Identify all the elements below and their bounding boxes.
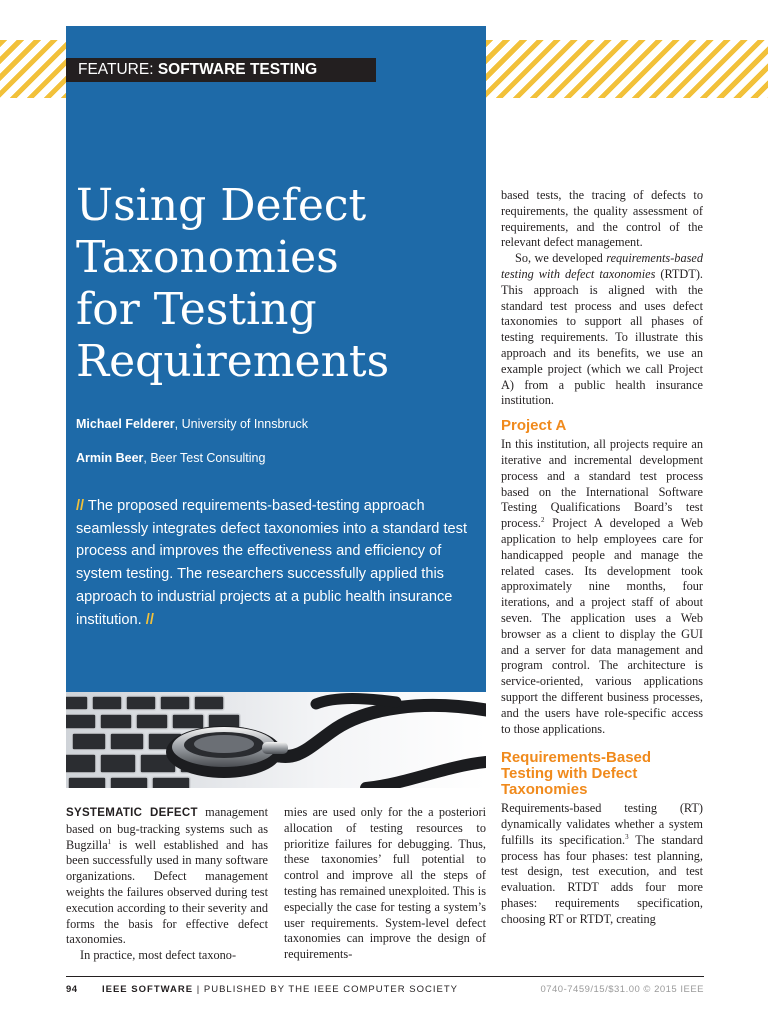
abstract-text: The proposed requirements-based-testing approach seamlessly integrates defect taxonomies into a standard test process and improves the effectiveness and efficiency of system testing. The researchers successfully applied this approach to industrial projects at a public health insurance institution. (76, 498, 467, 628)
title-line: Requirements (76, 336, 390, 387)
publication-name: IEEE SOFTWARE (102, 984, 194, 995)
paragraph: SYSTEMATIC DEFECT management based on bug-tracking systems such as Bugzilla$^1$ is well established and has been successfully used in many software organizations. Defect management weights the failures observed during test execution according to their severity and forms the basis for effective defect taxonomies. (66, 805, 268, 947)
abstract (76, 495, 476, 631)
article-title (76, 180, 476, 388)
title-line: Taxonomies (76, 232, 339, 283)
publisher: PUBLISHED BY THE IEEE COMPUTER SOCIETY (203, 984, 458, 995)
page-footer (66, 984, 704, 998)
paragraph: mies are used only for the a posteriori allocation of testing resources to prioritize failures for debugging. Thus, these taxonomies’ full potential to control and improve all the steps of testing has remained unexploited. This is especially the case for testing a system’s user requirements. System-level defect taxonomies can improve the design of requirements- (284, 805, 486, 962)
author-line (76, 451, 265, 465)
body-column-3 (501, 188, 703, 928)
author-name: Michael Felderer (76, 417, 175, 431)
body-column-2 (284, 805, 486, 963)
paragraph: In this institution, all projects require an iterative and incremental development process and a standard test process based on the International Software Testing Qualifications Board’s test process.$^2$ Project A developed a Web application to help employees care for handicapped people and manage the related cases. Its development took approximately nine months, four iterations, and a project staff of about seven. The application uses a Web browser as a client to display the GUI and a server for data management and program control. The architecture is service-oriented, various applications support the different business processes, and the users have role-specific access to those applications. (501, 437, 703, 736)
abstract-open-mark: // (76, 498, 85, 514)
decorative-stripes-right (486, 40, 768, 98)
feature-kicker: FEATURE: (78, 61, 154, 78)
publication-line: IEEE SOFTWARE | PUBLISHED BY THE IEEE COMPUTER SOCIETY (102, 984, 458, 995)
page-number: 94 (66, 984, 78, 995)
paragraph: Requirements-based testing (RT) dynamically validates whether a system fulfills its specification.$^3$ The standard process has four phases: test planning, test design, test execution, and test evaluation. RTDT adds four more phases: requirements specification, choosing RT or RTDT, creating (501, 801, 703, 926)
author-line (76, 417, 308, 431)
abstract-close-mark: // (145, 611, 154, 628)
stethoscope-illustration (66, 692, 486, 788)
stethoscope-keyboard-image (66, 692, 486, 788)
author-affiliation: , University of Innsbruck (174, 417, 309, 431)
paragraph: So, we developed requirements-based testing with defect taxonomies (RTDT). This approach is aligned with the standard test process and uses defect taxonomies to support all phases of testing requirements. To illustrate this approach and its benefits, we use an example project (which we call Project A) from a public health insurance institution. (501, 251, 703, 408)
lead-in: SYSTEMATIC DEFECT (66, 807, 198, 819)
body-column-1 (66, 805, 268, 964)
author-name: Armin Beer (76, 451, 144, 465)
paragraph: based tests, the tracing of defects to requirements, the quality assessment of requirements, and the control of the relevant defect management. (501, 188, 703, 250)
section-heading-rbt: Requirements-Based Testing with Defect Taxonomies (501, 749, 652, 799)
paragraph: In practice, most defect taxono- (80, 948, 237, 963)
title-line: Using Defect (76, 180, 367, 231)
decorative-stripes-left (0, 40, 66, 98)
copyright: 0740-7459/15/$31.00 © 2015 IEEE (540, 984, 704, 995)
section-label (66, 58, 376, 82)
author-affiliation: , Beer Test Consulting (143, 451, 266, 465)
title-line: for Testing (76, 284, 317, 335)
feature-topic: SOFTWARE TESTING (157, 61, 318, 78)
section-heading-project-a: Project A (501, 417, 567, 435)
footer-divider (66, 976, 704, 977)
